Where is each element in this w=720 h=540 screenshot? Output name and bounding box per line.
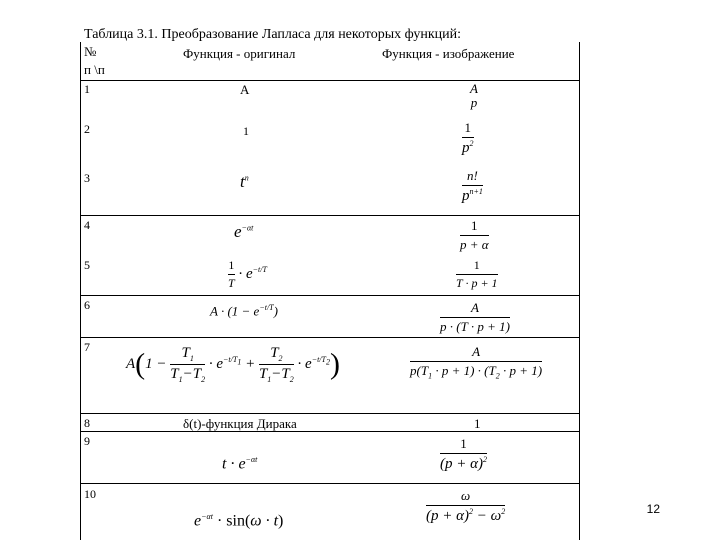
original-formula: $e^{-\alpha t} \cdot \sin(\omega \cdot t)$ [194, 512, 284, 530]
image-formula: $\frac{\omega}{(p + \alpha)^2 - \omega^2}$ [426, 488, 506, 524]
row-number: 9 [84, 434, 90, 448]
row-number: 1 [84, 82, 90, 96]
original-formula: A(1 − $\frac{T_1}{T_1-T_2}$ · $e^{-t/T_1}$ + $\frac{T_2}{T_1-T_2}$ · $e^{-t/T_2}$) [126, 345, 340, 384]
row-divider [80, 337, 580, 338]
original-formula: A [240, 82, 250, 97]
row-number: 10 [84, 487, 96, 501]
row-number: 6 [84, 298, 90, 312]
table-border-left [80, 42, 81, 540]
original-formula: 1 [243, 124, 249, 138]
row-number: 3 [84, 171, 90, 185]
table-border-right [579, 42, 580, 540]
row-divider [80, 483, 580, 484]
row-divider [80, 80, 580, 81]
header-num-sub: п \п [84, 62, 105, 77]
image-formula: $\frac{1}{(p + \alpha)^2}$ [440, 436, 487, 472]
row-number: 5 [84, 258, 90, 272]
table-title: Таблица 3.1. Преобразование Лапласа для некоторых функций: [84, 27, 462, 42]
original-formula: $\frac{1}{T}$ · $e^{-t/T}$ [228, 258, 267, 290]
image-formula: $\frac{A}{p(T_1 \cdot p + 1) \cdot (T_2 \cdot p + 1)}$ [410, 344, 543, 381]
row-divider [80, 413, 580, 414]
header-image: Функция - изображение [382, 46, 515, 61]
original-formula: δ(t)-функция Дирака [183, 416, 297, 431]
row-divider [80, 215, 580, 216]
header-original: Функция - оригинал [183, 46, 296, 61]
row-number: 7 [84, 340, 90, 354]
row-number: 4 [84, 218, 90, 232]
image-formula: $\frac{1}{p + \alpha}$ [460, 218, 489, 252]
original-formula: $t^n$ [240, 172, 249, 191]
original-formula: $t \cdot e^{-\alpha t}$ [222, 455, 258, 473]
image-formula: $\frac{1}{T \cdot p + 1}$ [456, 258, 498, 290]
image-formula: $\frac{1}{p^2}$ [462, 120, 474, 156]
image-formula: $\frac{n!}{p^{n+1}}$ [462, 168, 483, 204]
row-number: 8 [84, 416, 90, 430]
row-divider [80, 431, 580, 432]
image-formula: $\frac{A}{p \cdot (T \cdot p + 1)}$ [440, 300, 510, 334]
page-number: 12 [646, 502, 660, 516]
image-formula: 1 [474, 416, 481, 431]
header-num: № [84, 44, 97, 59]
original-formula: $e^{-\alpha t}$ [234, 222, 254, 241]
image-formula: A p [470, 81, 478, 110]
row-divider [80, 295, 580, 296]
row-number: 2 [84, 122, 90, 136]
original-formula: $A \cdot (1 - e^{-t/T})$ [210, 303, 278, 319]
